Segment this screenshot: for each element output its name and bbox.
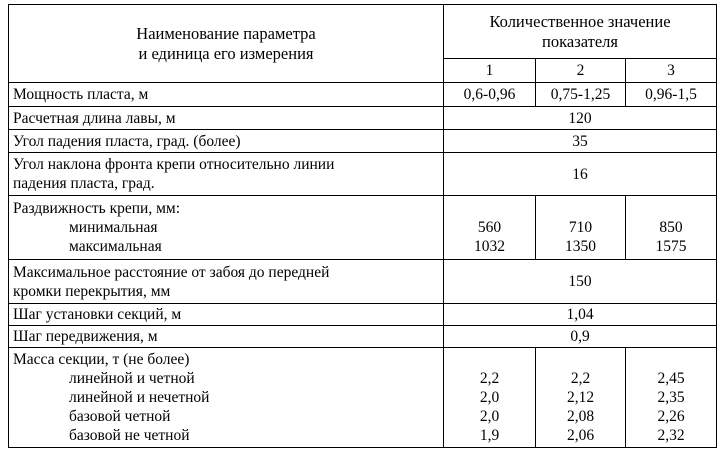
row-label: Шаг передвижения, м (9, 326, 444, 348)
table-row (9, 107, 717, 130)
cell-values (536, 196, 626, 260)
cell-value: 1,04 (444, 304, 717, 326)
cell-value: 2,0 (479, 408, 500, 425)
row-label-main: Раздвижность крепи, мм: (13, 200, 181, 217)
table-row (9, 326, 717, 348)
cell-value: 0,9 (444, 326, 717, 348)
parameters-table (8, 4, 717, 448)
cell-value: 1575 (655, 238, 687, 255)
header-parameter-line1: Наименование параметра (136, 23, 316, 43)
cell-value: 2,06 (566, 427, 595, 444)
row-label-main: Масса секции, т (не более) (13, 351, 190, 368)
cell-value: 560 (477, 219, 502, 236)
row-label (9, 260, 444, 304)
cell-value: 2,45 (657, 370, 685, 387)
table-row (9, 260, 717, 304)
cell-values (444, 348, 536, 448)
header-parameter-line2: и единица его измерения (138, 43, 314, 63)
cell-value: 710 (568, 219, 593, 236)
cell-value: 2,0 (479, 389, 500, 406)
row-sublabel: базовой четной (69, 408, 171, 425)
table-row (9, 304, 717, 326)
cell-value: 2,35 (657, 389, 685, 406)
cell-values (626, 196, 717, 260)
table-row (9, 153, 717, 196)
row-label: Угол падения пласта, град. (более) (9, 130, 444, 153)
table-row (9, 130, 717, 153)
row-label: Шаг установки секций, м (9, 304, 444, 326)
row-sublabel: линейной и нечетной (69, 389, 210, 406)
variant-3-header: 3 (626, 59, 717, 83)
cell-value: 2,26 (657, 408, 685, 425)
cell-value: 0,6-0,96 (444, 83, 536, 107)
cell-value: 2,2 (479, 370, 500, 387)
row-label: Расчетная длина лавы, м (9, 107, 444, 130)
variant-1-header: 1 (444, 59, 536, 83)
row-sublabel: базовой не четной (69, 427, 190, 444)
cell-value: 2,08 (566, 408, 595, 425)
header-parameter (9, 5, 444, 83)
cell-value: 850 (659, 219, 683, 236)
cell-value: 1350 (565, 238, 596, 255)
cell-value: 35 (444, 130, 717, 153)
cell-values (626, 348, 717, 448)
cell-value: 150 (444, 260, 717, 304)
table-row (9, 348, 717, 448)
cell-values (536, 348, 626, 448)
row-label: Мощность пласта, м (9, 83, 444, 107)
header-value-line1: Количественное значение (489, 11, 671, 31)
row-label-line1: Угол наклона фронта крепи относительно линии (13, 156, 335, 173)
cell-value: 1,9 (479, 427, 500, 444)
cell-value: 2,2 (570, 370, 591, 387)
parameters-table-sheet (8, 4, 716, 448)
cell-values (444, 196, 536, 260)
cell-value: 120 (444, 107, 717, 130)
row-sublabel: максимальная (69, 238, 162, 255)
row-label (9, 153, 444, 196)
table-row (9, 83, 717, 107)
row-label-line2: кромки перекрытия, мм (13, 282, 171, 300)
header-value-line2: показателя (542, 31, 618, 51)
table-row (9, 196, 717, 260)
cell-value: 2,12 (566, 389, 595, 406)
header-value (444, 5, 717, 59)
variant-2-header: 2 (536, 59, 626, 83)
cell-value: 0,75-1,25 (536, 83, 626, 107)
row-sublabel: минимальная (69, 219, 158, 236)
row-label (9, 196, 444, 260)
row-sublabel: линейной и четной (69, 370, 195, 387)
row-label (9, 348, 444, 448)
cell-value: 16 (444, 153, 717, 196)
cell-value: 1032 (474, 238, 505, 255)
row-label-line2: падения пласта, град. (13, 175, 155, 192)
cell-value: 0,96-1,5 (626, 83, 717, 107)
cell-value: 2,32 (657, 427, 685, 444)
row-label-line1: Максимальное расстояние от забоя до передней (13, 263, 330, 281)
